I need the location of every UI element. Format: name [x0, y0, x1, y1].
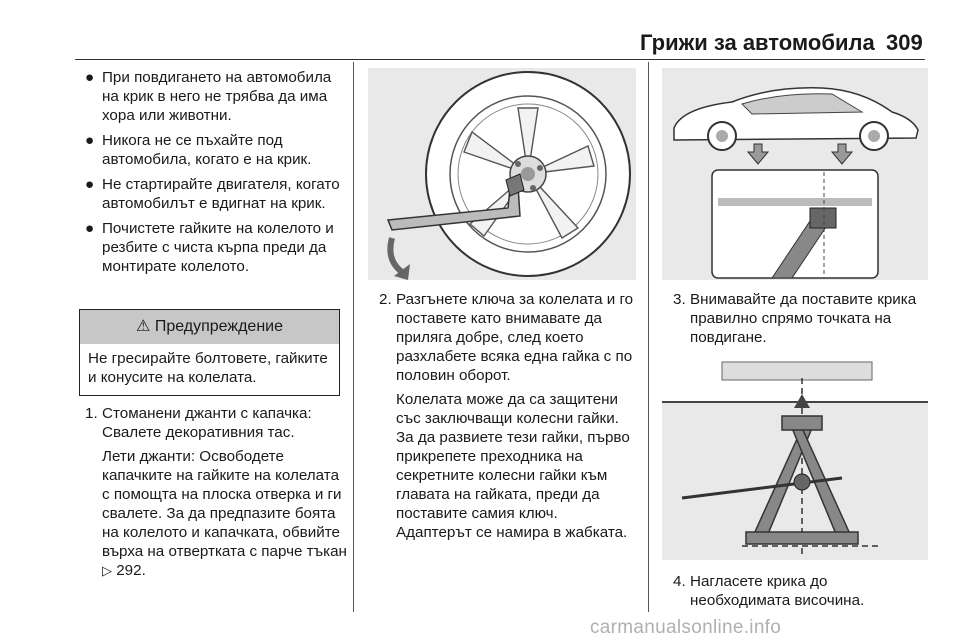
- page-header-title: Грижи за автомобила: [640, 30, 875, 55]
- column-1: [76, 68, 346, 282]
- step-text: Нагласете крика до необходимата височина.: [690, 573, 865, 609]
- warning-header: [80, 310, 339, 344]
- step-number: 4.: [673, 573, 686, 590]
- step-paragraph: Лети джанти: Освободете капачките на гайките на колелата с помощта на плоска отверка и ги свалете. За да предпазите боята на колелото и капачката, обвийте върха на отвертката с парче тъкан: [102, 448, 347, 560]
- step-text: Стоманени джанти с капачка: Свалете декоративния тас.: [102, 405, 312, 441]
- header-rule: [75, 59, 925, 60]
- warning-text: Не гресирайте болтовете, гайките и конусите на колелата.: [88, 350, 328, 386]
- bullet-text: Не стартирайте двигателя, когато автомобилът е вдигнат на крик.: [102, 176, 340, 212]
- page-number: 309: [886, 30, 923, 55]
- page-ref[interactable]: 292.: [116, 562, 146, 579]
- warning-title: Предупреждение: [154, 318, 283, 335]
- warning-box: [79, 309, 340, 396]
- watermark: carmanualsonline.info: [590, 617, 782, 638]
- step-number: 3.: [673, 291, 686, 308]
- page-ref-arrow-icon: ▷: [102, 563, 112, 578]
- bullet-item: ● Почистете гайките на колелото и резбите с чиста кърпа преди да монтирате колелото.: [85, 220, 334, 275]
- car-jack-points-illustration: [662, 68, 928, 280]
- column-divider-1: [353, 62, 354, 612]
- step-number: 2.: [379, 291, 392, 308]
- bullet-text: Почистете гайките на колелото и резбите с чиста кърпа преди да монтирате колелото.: [102, 220, 334, 275]
- step-text: Разгънете ключа за колелата и го поставете като внимавате да приляга добре, след което разхлабете всяка една гайка с по половин оборот.: [396, 291, 634, 384]
- bullet-item: ● При повдигането на автомобила на крик в него не трябва да има хора или животни.: [85, 69, 332, 124]
- bullet-item: ● Никога не се пъхайте под автомобила, когато е на крик.: [85, 132, 312, 168]
- warning-triangle-icon: ⚠: [136, 318, 151, 335]
- step-3: [664, 290, 930, 347]
- step-4: [664, 572, 930, 610]
- scissor-jack-illustration: [662, 348, 928, 560]
- step-number: 1.: [85, 405, 98, 422]
- bullet-text: При повдигането на автомобила на крик в него не трябва да има хора или животни.: [102, 69, 332, 124]
- column-divider-2: [648, 62, 649, 612]
- step-paragraph: Колелата може да са защитени със заключващи колесни гайки. За да развиете тези гайки, първо прикрепете преходника на секретните колесни гайки към главата на гайката, преди да поставите самия ключ. Адаптерът се намира в жабката.: [396, 391, 630, 541]
- step-2: [370, 290, 636, 542]
- step-1: [76, 404, 348, 580]
- bullet-text: Никога не се пъхайте под автомобила, когато е на крик.: [102, 132, 312, 168]
- step-text: Внимавайте да поставите крика правилно спрямо точката на повдигане.: [690, 291, 917, 346]
- bullet-item: ● Не стартирайте двигателя, когато автомобилът е вдигнат на крик.: [85, 176, 340, 212]
- wheel-wrench-illustration: [368, 68, 636, 280]
